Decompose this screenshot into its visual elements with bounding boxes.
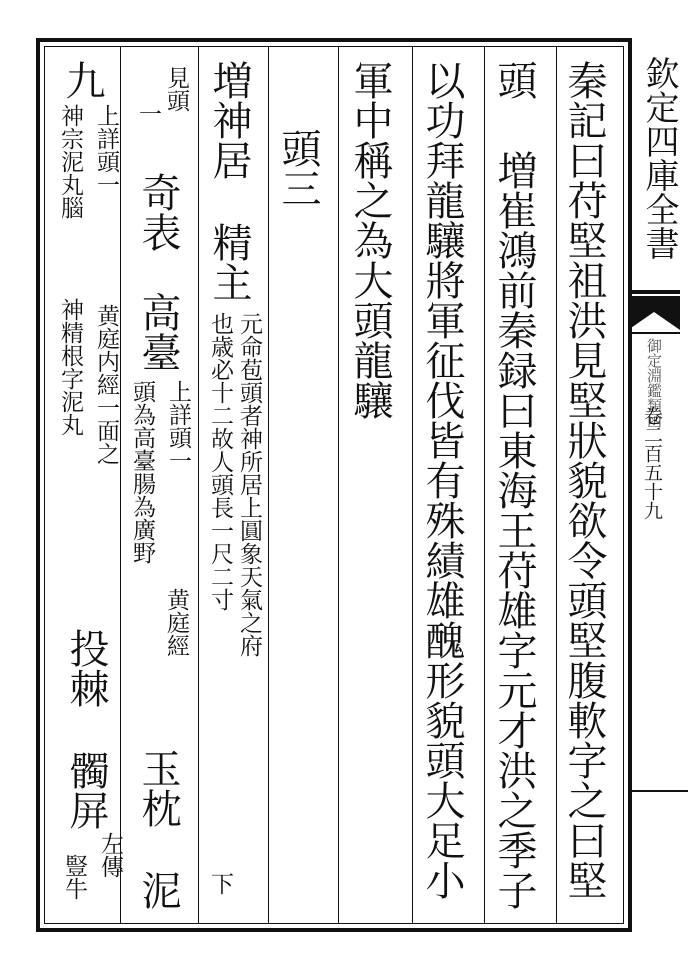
entry-term: 九 bbox=[59, 60, 105, 100]
annotation: 見頭 bbox=[163, 66, 189, 112]
annotation: 頭為高臺腸為廣野 bbox=[129, 380, 155, 564]
annotation: 神精根字泥丸 bbox=[57, 298, 83, 436]
column-rule bbox=[484, 46, 485, 924]
annotation: 神宗泥丸腦 bbox=[57, 104, 83, 219]
column-rule bbox=[268, 46, 269, 924]
annotation: 黄庭内經一面之 bbox=[93, 304, 119, 465]
section-heading: 頭三 bbox=[275, 128, 321, 208]
annotation: 上詳頭一 bbox=[93, 104, 119, 196]
text-column-3: 以功拜龍驤將軍征伐皆有殊績雄醜形貌頭大足小 bbox=[419, 60, 465, 900]
fish-tail-mark-icon bbox=[628, 290, 680, 336]
entry-term: 玉枕 bbox=[135, 748, 181, 828]
text-column-4: 軍中稱之為大頭龍驤 bbox=[347, 60, 393, 420]
text-column-1: 秦記曰苻堅祖洪見堅狀貌欲令頭堅腹軟字之曰堅 bbox=[561, 60, 607, 900]
entry-term: 投棘 bbox=[63, 628, 109, 708]
column-rule bbox=[198, 46, 199, 924]
entry-term: 精主 bbox=[206, 222, 252, 302]
annotation: 豎牛 bbox=[61, 854, 87, 900]
annotation: 黄庭經 bbox=[163, 588, 189, 657]
annotation: 也歳必十二故人頭長一尺二寸 bbox=[207, 312, 233, 611]
entry-term: 高臺 bbox=[135, 292, 181, 372]
column-rule bbox=[556, 46, 557, 924]
entry-term: 増神居 bbox=[206, 60, 252, 180]
margin-divider bbox=[628, 790, 688, 792]
annotation: 上詳頭一 bbox=[165, 380, 191, 472]
annotation: 左傳 bbox=[97, 832, 123, 878]
annotation: 一 bbox=[135, 102, 161, 125]
entry-term: 奇表 bbox=[135, 172, 181, 252]
column-rule bbox=[338, 46, 339, 924]
text-column-2: 増崔鴻前秦録曰東海王苻雄字元才洪之季子 bbox=[491, 150, 537, 910]
column-rule bbox=[412, 46, 413, 924]
book-title: 欽定四庫全書 bbox=[639, 56, 679, 260]
entry-term: 泥 bbox=[135, 870, 181, 910]
annotation: 元命苞頭者神所居上圓象天氣之府 bbox=[236, 312, 262, 657]
volume-number: 卷二百五十九 bbox=[641, 406, 663, 520]
column-rule bbox=[120, 46, 121, 924]
section-title: 御定淵鑑類函 bbox=[645, 338, 663, 428]
annotation: 下 bbox=[207, 872, 233, 895]
entry-term: 髑屏 bbox=[63, 750, 109, 830]
text-column-2-heading: 頭 bbox=[491, 60, 537, 100]
